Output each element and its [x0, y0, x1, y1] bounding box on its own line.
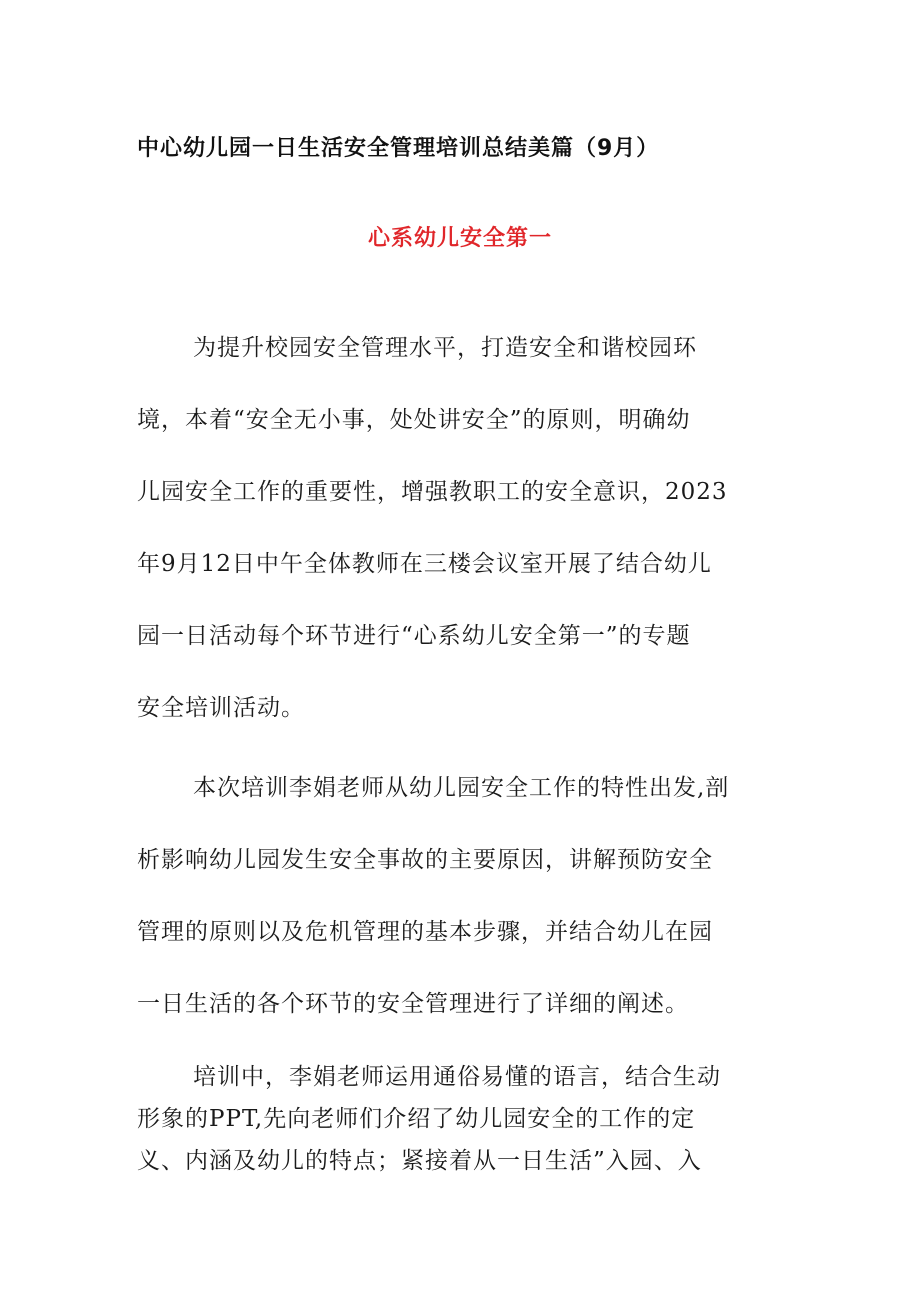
paragraph-line: 安全培训活动。	[137, 695, 305, 721]
paragraph-line: 培训中，李娟老师运用通俗易懂的语言，结合生动	[193, 1064, 721, 1090]
paragraph-line: 析影响幼儿园发生安全事故的主要原因，讲解预防安全	[137, 847, 713, 873]
document-title: 中心幼儿园一日生活安全管理培训总结美篇（9月）	[137, 136, 660, 161]
paragraph-line: 年9月12日中午全体教师在三楼会议室开展了结合幼儿	[137, 551, 712, 577]
paragraph-line: 境，本着“安全无小事，处处讲安全”的原则，明确幼	[137, 407, 691, 433]
paragraph-2	[137, 752, 787, 1040]
document-subtitle: 心系幼儿安全第一	[367, 226, 552, 251]
paragraph-line: 园一日活动每个环节进行“心系幼儿安全第一”的专题	[137, 623, 691, 649]
paragraph-line: 管理的原则以及危机管理的基本步骤，并结合幼儿在园	[137, 919, 713, 945]
paragraph-line: 儿园安全工作的重要性，增强教职工的安全意识，2023	[137, 479, 728, 505]
paragraph-1	[137, 312, 787, 744]
paragraph-line: 一日生活的各个环节的安全管理进行了详细的阐述。	[137, 991, 689, 1017]
paragraph-3	[137, 1056, 787, 1182]
paragraph-line: 形象的PPT,先向老师们介绍了幼儿园安全的工作的定	[137, 1106, 696, 1132]
paragraph-line: 义、内涵及幼儿的特点；紧接着从一日生活”入园、入	[137, 1148, 702, 1174]
paragraph-line: 本次培训李娟老师从幼儿园安全工作的特性出发,剖	[193, 775, 730, 801]
paragraph-line: 为提升校园安全管理水平，打造安全和谐校园环	[193, 335, 697, 361]
